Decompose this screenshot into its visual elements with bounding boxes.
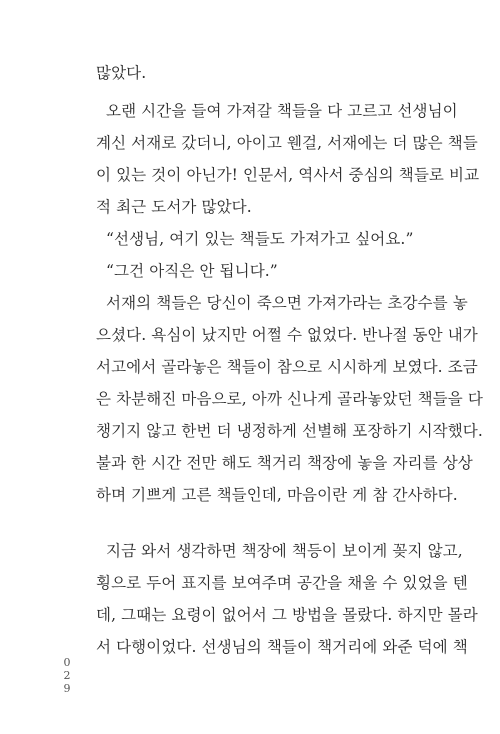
page-number-digit: 9 (63, 682, 71, 695)
text-line: 서고에서 골라놓은 책들이 참으로 시시하게 보였다. 조금 (96, 358, 478, 376)
text-line: 적 최근 도서가 많았다. (96, 198, 252, 216)
text-line: 계신 서재로 갔더니, 아이고 웬걸, 서재에는 더 많은 책들 (96, 134, 478, 152)
text-line: “선생님, 여기 있는 책들도 가져가고 싶어요.” (106, 230, 414, 248)
text-line: 챙기지 않고 한번 더 냉정하게 선별해 포장하기 시작했다. (96, 422, 483, 440)
text-line: 불과 한 시간 전만 해도 책거리 책장에 놓을 자리를 상상 (96, 454, 473, 472)
text-line: 서 다행이었다. 선생님의 책들이 책거리에 와준 덕에 책 (96, 638, 468, 656)
page-number-digit: 0 (63, 656, 71, 669)
page-number-digit: 2 (63, 669, 71, 682)
text-line: “그건 아직은 안 됩니다.” (106, 262, 278, 280)
text-line: 데, 그때는 요령이 없어서 그 방법을 몰랐다. 하지만 몰라 (96, 606, 478, 624)
text-line: 은 차분해진 마음으로, 아까 신나게 골라놓았던 책들을 다 (96, 390, 483, 408)
text-line: 으셨다. 욕심이 났지만 어쩔 수 없었다. 반나절 동안 내가 (96, 326, 478, 344)
page-number (60, 656, 74, 695)
text-line: 이 있는 것이 아닌가! 인문서, 역사서 중심의 책들로 비교 (96, 166, 480, 184)
text-line: 많았다. (96, 64, 147, 82)
text-line: 횡으로 두어 표지를 보여주며 공간을 채울 수 있었을 텐 (96, 574, 468, 592)
text-line: 하며 기쁘게 고른 책들인데, 마음이란 게 참 간사하다. (96, 486, 458, 504)
text-line: 서재의 책들은 당신이 죽으면 가져가라는 초강수를 놓 (106, 294, 468, 312)
text-line: 오랜 시간을 들여 가져갈 책들을 다 고르고 선생님이 (106, 102, 458, 120)
text-line: 지금 와서 생각하면 책장에 책등이 보이게 꽂지 않고, (106, 542, 463, 560)
